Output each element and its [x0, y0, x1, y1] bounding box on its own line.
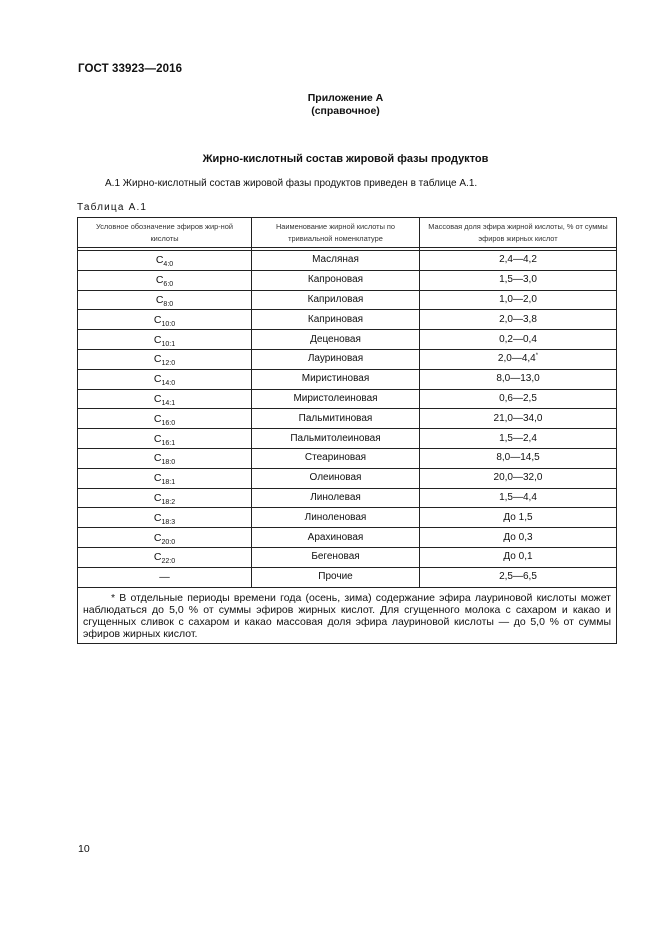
cell-acid-name: Прочие — [252, 567, 420, 587]
cell-acid-name: Олеиновая — [252, 468, 420, 488]
cell-mass-fraction — [420, 369, 617, 389]
cell-symbol — [78, 429, 252, 449]
symbol-subscript: 6:0 — [163, 281, 174, 289]
cell-mass-fraction — [420, 330, 617, 350]
appendix-subtitle: (справочное) — [311, 105, 380, 117]
header-acid-name: Наименование жирной кислоты по тривиальной номенклатуре — [252, 218, 420, 248]
cell-mass-fraction — [420, 251, 617, 271]
symbol-subscript: 18:3 — [161, 518, 176, 526]
mass-fraction-value: 1,5—2,4 — [499, 432, 537, 444]
table-row — [78, 567, 617, 587]
table-header-row — [78, 218, 617, 248]
mass-fraction-value: 1,5—3,0 — [499, 274, 537, 286]
mass-fraction-value: 21,0—34,0 — [493, 412, 543, 424]
cell-mass-fraction — [420, 270, 617, 290]
cell-mass-fraction — [420, 349, 617, 369]
cell-mass-fraction — [420, 547, 617, 567]
symbol-subscript: 18:0 — [161, 459, 176, 467]
symbol-subscript: 10:1 — [161, 340, 176, 348]
table-row — [78, 468, 617, 488]
cell-symbol — [78, 448, 252, 468]
cell-acid-name: Капроновая — [252, 270, 420, 290]
table-footnote — [78, 587, 617, 643]
mass-fraction-value: До 1,5 — [503, 511, 533, 523]
cell-acid-name: Линоленовая — [252, 508, 420, 528]
cell-mass-fraction — [420, 567, 617, 587]
symbol-base: C — [155, 274, 164, 287]
symbol-subscript: 4:0 — [163, 261, 174, 269]
symbol-subscript: 14:0 — [161, 380, 176, 388]
symbol-base: C — [153, 511, 162, 524]
cell-acid-name: Миристиновая — [252, 369, 420, 389]
cell-symbol — [78, 310, 252, 330]
cell-mass-fraction — [420, 508, 617, 528]
table-row — [78, 330, 617, 350]
cell-symbol — [78, 567, 252, 587]
appendix-title: Приложение А — [307, 92, 384, 104]
symbol-base: C — [153, 551, 162, 564]
mass-fraction-value: 2,0—3,8 — [499, 313, 537, 325]
cell-mass-fraction — [420, 389, 617, 409]
cell-symbol — [78, 369, 252, 389]
table-row — [78, 389, 617, 409]
table-row — [78, 488, 617, 508]
cell-acid-name: Стеариновая — [252, 448, 420, 468]
cell-mass-fraction — [420, 488, 617, 508]
table-body — [78, 251, 617, 644]
cell-symbol — [78, 270, 252, 290]
symbol-base: C — [153, 353, 162, 366]
symbol-base: C — [153, 432, 162, 445]
cell-mass-fraction — [420, 528, 617, 548]
footnote-text: * В отдельные периоды времени года (осень, зима) содержание эфира лауриновой кислоты может наблюдаться до 5,0 % от суммы эфиров жирных кислот. Для сгущенного молока с сахаром и какао и сгущенных сливок с сахаром и какао массовая доля эфира лауриновой кислоты — до 5,0 % от суммы эфиров жирных кислот. — [83, 591, 611, 640]
symbol-base: C — [153, 412, 162, 425]
cell-symbol — [78, 389, 252, 409]
cell-mass-fraction — [420, 468, 617, 488]
symbol-base: C — [153, 392, 162, 405]
mass-fraction-value: 8,0—13,0 — [496, 373, 540, 385]
cell-acid-name: Деценовая — [252, 330, 420, 350]
table-row — [78, 508, 617, 528]
table-row — [78, 349, 617, 369]
table-row — [78, 369, 617, 389]
symbol-base: C — [153, 373, 162, 386]
cell-symbol — [78, 488, 252, 508]
cell-symbol — [78, 330, 252, 350]
mass-fraction-value: 20,0—32,0 — [493, 472, 543, 484]
mass-fraction-value: 1,0—2,0 — [499, 293, 537, 305]
fatty-acid-table — [77, 217, 617, 644]
mass-fraction-value: 0,6—2,5 — [499, 392, 537, 404]
header-symbol: Условное обозначение эфиров жир-ной кислоты — [78, 218, 252, 248]
symbol-base: C — [153, 491, 162, 504]
cell-acid-name: Пальмитолеиновая — [252, 429, 420, 449]
symbol-base: C — [153, 531, 162, 544]
cell-mass-fraction — [420, 429, 617, 449]
table-row — [78, 547, 617, 567]
symbol-subscript: 10:0 — [161, 320, 176, 328]
cell-acid-name: Каприловая — [252, 290, 420, 310]
cell-mass-fraction — [420, 290, 617, 310]
symbol-base: C — [153, 452, 162, 465]
symbol-base: C — [155, 254, 164, 267]
cell-acid-name: Пальмитиновая — [252, 409, 420, 429]
appendix-heading — [0, 92, 661, 118]
header-mass-fraction: Массовая доля эфира жирной кислоты, % от суммы эфиров жирных кислот — [420, 218, 617, 248]
symbol-subscript: 12:0 — [161, 360, 176, 368]
cell-acid-name: Бегеновая — [252, 547, 420, 567]
table-row — [78, 251, 617, 271]
mass-fraction-value: До 0,3 — [503, 531, 533, 543]
cell-acid-name: Линолевая — [252, 488, 420, 508]
footnote-mark: * — [535, 353, 539, 360]
cell-symbol — [78, 251, 252, 271]
symbol-subscript: 14:1 — [161, 399, 176, 407]
cell-acid-name: Миристолеиновая — [252, 389, 420, 409]
table-row — [78, 448, 617, 468]
symbol-subscript: 22:0 — [161, 558, 176, 566]
symbol-base: C — [155, 293, 164, 306]
section-title: Жирно-кислотный состав жировой фазы продуктов — [202, 153, 489, 165]
symbol-base: C — [153, 472, 162, 485]
cell-symbol — [78, 290, 252, 310]
mass-fraction-value: 2,5—6,5 — [499, 571, 537, 583]
mass-fraction-value: 1,5—4,4 — [499, 491, 537, 503]
table-row — [78, 409, 617, 429]
cell-symbol — [78, 547, 252, 567]
symbol-subscript: 18:2 — [161, 498, 176, 506]
symbol-subscript: 16:1 — [161, 439, 176, 447]
mass-fraction-value: 2,4—4,2 — [499, 254, 537, 266]
cell-mass-fraction — [420, 310, 617, 330]
page-number: 10 — [78, 843, 90, 855]
symbol-subscript: 8:0 — [163, 300, 174, 308]
symbol-subscript: 18:1 — [161, 479, 176, 487]
cell-symbol — [78, 349, 252, 369]
cell-mass-fraction — [420, 448, 617, 468]
table-row — [78, 270, 617, 290]
mass-fraction-value: 0,2—0,4 — [499, 333, 537, 345]
symbol-base: C — [153, 313, 162, 326]
cell-symbol — [78, 508, 252, 528]
cell-acid-name: Арахиновая — [252, 528, 420, 548]
intro-paragraph: А.1 Жирно-кислотный состав жировой фазы продуктов приведен в таблице А.1. — [105, 178, 478, 189]
mass-fraction-value: 2,0—4,4 — [497, 353, 536, 365]
table-label: Таблица А.1 — [77, 202, 148, 213]
symbol-subscript: 16:0 — [161, 419, 176, 427]
table-row — [78, 290, 617, 310]
symbol-base: — — [159, 571, 170, 584]
table-row — [78, 310, 617, 330]
cell-mass-fraction — [420, 409, 617, 429]
section-title-wrapper — [0, 153, 661, 165]
cell-symbol — [78, 409, 252, 429]
symbol-base: C — [153, 333, 162, 346]
cell-acid-name: Масляная — [252, 251, 420, 271]
cell-symbol — [78, 528, 252, 548]
cell-acid-name: Лауриновая — [252, 349, 420, 369]
table-row — [78, 429, 617, 449]
symbol-subscript: 20:0 — [161, 538, 176, 546]
document-standard-header: ГОСТ 33923—2016 — [78, 63, 183, 75]
cell-symbol — [78, 468, 252, 488]
mass-fraction-value: До 0,1 — [503, 551, 533, 563]
table-row — [78, 528, 617, 548]
cell-acid-name: Каприновая — [252, 310, 420, 330]
mass-fraction-value: 8,0—14,5 — [496, 452, 540, 464]
